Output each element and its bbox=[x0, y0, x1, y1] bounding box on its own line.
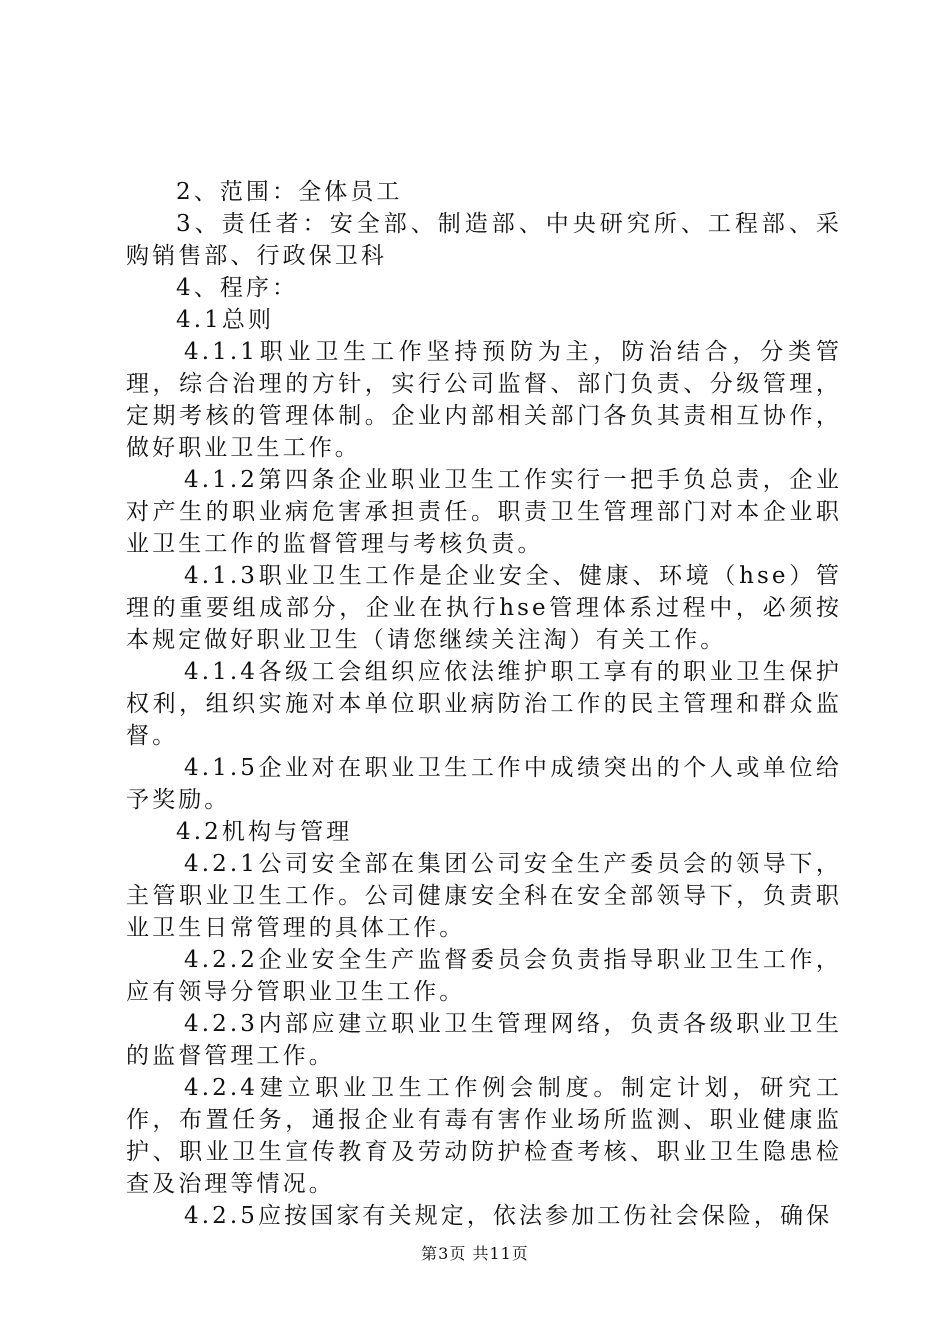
section-heading-organization: 4.2机构与管理 bbox=[176, 819, 353, 845]
paragraph-4-2-4: 4.2.4建立职业卫生工作例会制度。制定计划，研究工作，布置任务，通报企业有毒有害作业场所监测、职业健康监护、职业卫生宣传教育及劳动防护检查考核、职业卫生隐患检查及治理等情况。 bbox=[126, 1075, 842, 1197]
document-body bbox=[126, 176, 842, 1232]
paragraph-scope: 2、范围：全体员工 bbox=[176, 179, 403, 205]
paragraph-4-1-4: 4.1.4各级工会组织应依法维护职工享有的职业卫生保护权利，组织实施对本单位职业病防治工作的民主管理和群众监督。 bbox=[126, 659, 842, 749]
paragraph-4-1-1: 4.1.1职业卫生工作坚持预防为主，防治结合，分类管理，综合治理的方针，实行公司监督、部门负责、分级管理，定期考核的管理体制。企业内部相关部门各负其责相互协作，做好职业卫生工作。 bbox=[126, 339, 842, 461]
paragraph-4-1-5: 4.1.5企业对在职业卫生工作中成绩突出的个人或单位给予奖励。 bbox=[126, 755, 842, 813]
paragraph-4-2-3: 4.2.3内部应建立职业卫生管理网络，负责各级职业卫生的监督管理工作。 bbox=[126, 1011, 842, 1069]
paragraph-4-2-5: 4.2.5应按国家有关规定，依法参加工伤社会保险，确保 bbox=[184, 1203, 833, 1229]
paragraph-4-1-2: 4.1.2第四条企业职业卫生工作实行一把手负总责，企业对产生的职业病危害承担责任。职责卫生管理部门对本企业职业卫生工作的监督管理与考核负责。 bbox=[126, 467, 842, 557]
paragraph-4-1-3: 4.1.3职业卫生工作是企业安全、健康、环境（hse）管理的重要组成部分，企业在执行hse管理体系过程中，必须按本规定做好职业卫生（请您继续关注淘）有关工作。 bbox=[126, 563, 842, 653]
page-number-footer: 第3页 共11页 bbox=[421, 1244, 529, 1263]
section-heading-general: 4.1总则 bbox=[176, 307, 275, 333]
paragraph-procedure: 4、程序： bbox=[176, 275, 299, 301]
paragraph-4-2-1: 4.2.1公司安全部在集团公司安全生产委员会的领导下，主管职业卫生工作。公司健康安全科在安全部领导下，负责职业卫生日常管理的具体工作。 bbox=[126, 851, 842, 941]
paragraph-responsible: 3、责任者：安全部、制造部、中央研究所、工程部、采购销售部、行政保卫科 bbox=[126, 211, 842, 269]
paragraph-4-2-2: 4.2.2企业安全生产监督委员会负责指导职业卫生工作，应有领导分管职业卫生工作。 bbox=[126, 947, 842, 1005]
